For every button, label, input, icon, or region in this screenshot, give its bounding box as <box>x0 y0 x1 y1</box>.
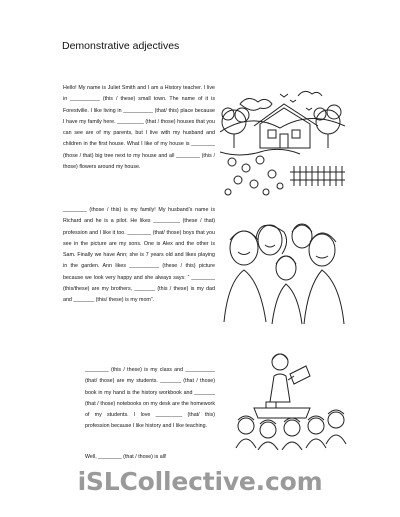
classroom-illustration <box>232 348 350 450</box>
paragraph-closing: Well, ________ (that / those) is all! <box>85 454 167 460</box>
paragraph-house: Hello! My name is Juliet Smith and I am a History teacher. I live in __________ (this / these) small town. The name of it is Forestville. I like living in __________ (that/ this) place because I have my family here. _________ (that / those) houses that you can see are of my parents, but I live with my husband and children in the first house. What I like of my house is ________ (those / that) big tree next to my house and all ________ (this / those) flowers around my house. <box>63 85 215 171</box>
paragraph-class: ________ (this / these) is my class and __________ (that/ those) are my students. _______ (that / those) book in my hand is the history workbook and _______ (that / those) notebooks on my desk are the homework of my students. I love _________ (that/ this) profession because I like history and I like teaching. <box>85 367 215 430</box>
paragraph-family: ________ (those / this) is my family! My husband’s name is Richard and he is a pilot. He likes _________ (these / that) profession and I like it too. ________ (that/ those) boys that you see in the picture are my sons. One is Alex and the other is Sam. Finally we have Ann; she is 7 years old and likes playing in the garden. Ann likes __________ (these / this) picture because we look very happy and she always says: “ ________ (this/these) are my brothers, _______ (this / these) is my dad and _______ (this/ these) is my mom”. <box>63 207 215 304</box>
house-illustration <box>220 82 345 200</box>
family-illustration <box>222 212 350 330</box>
page-title: Demonstrative adjectives <box>62 40 180 52</box>
watermark-logo: iSLCollective.com <box>77 467 323 496</box>
